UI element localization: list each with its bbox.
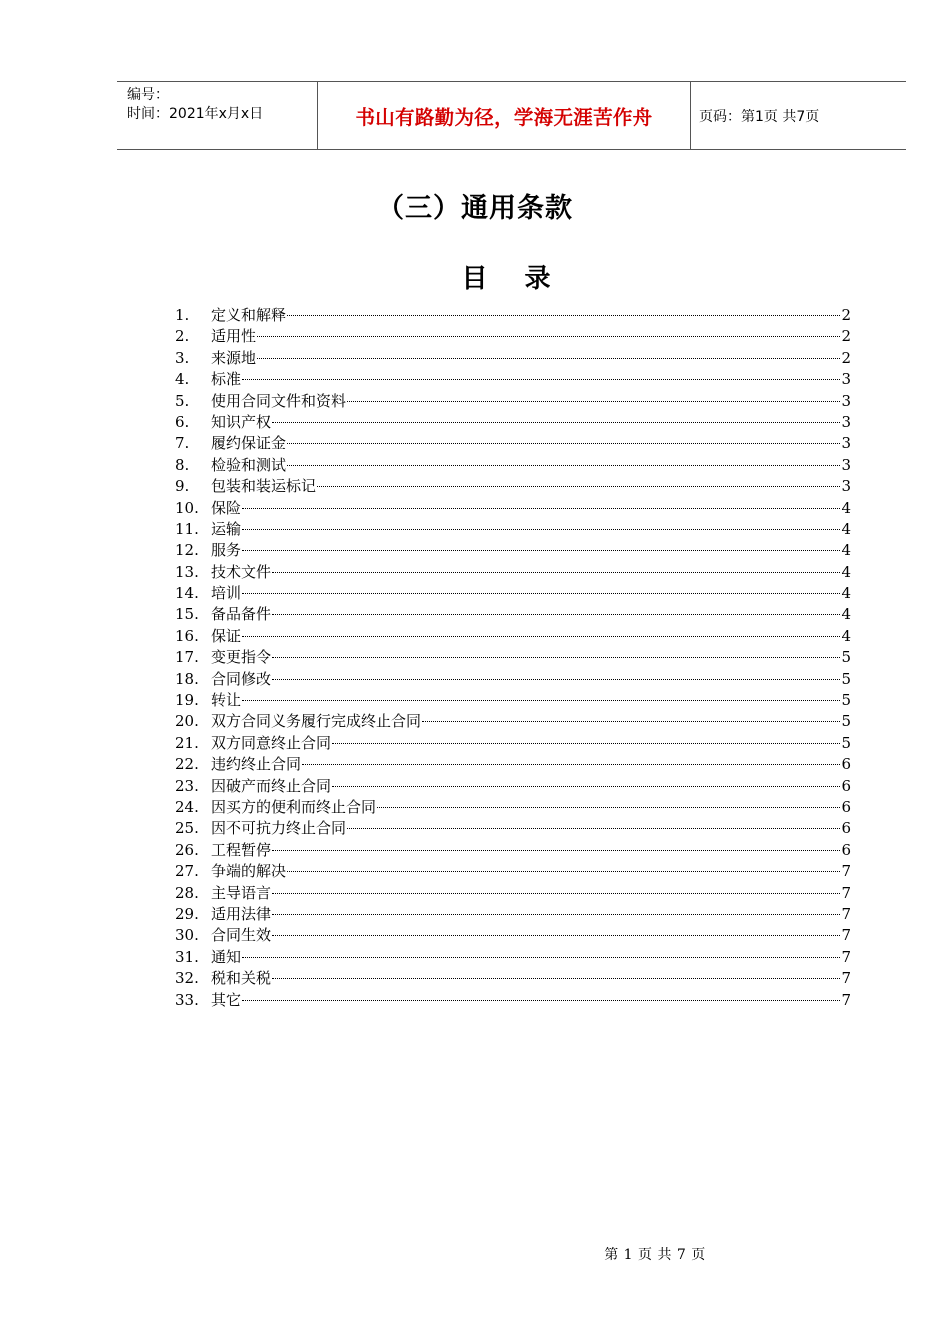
serial-label: 编号： [127, 87, 169, 103]
toc-entry-page: 4 [841, 562, 851, 581]
toc-entry-page: 6 [841, 755, 851, 774]
toc-entry[interactable] [175, 711, 851, 732]
toc-entry[interactable] [175, 968, 851, 989]
toc-leader-dots [242, 957, 840, 958]
toc-leader-dots [257, 358, 840, 359]
toc-entry[interactable] [175, 562, 851, 583]
header-page-info: 页码：第1页 共7页 [699, 108, 820, 125]
toc-entry-number: 14. [175, 584, 199, 603]
toc-entry[interactable] [175, 690, 851, 711]
toc-leader-dots [242, 636, 840, 637]
toc-entry-label: 运输 [211, 519, 242, 538]
toc-leader-dots [287, 443, 840, 444]
toc-entry-page: 4 [841, 519, 851, 538]
toc-entry-number: 6. [175, 412, 190, 431]
toc-leader-dots [422, 721, 840, 722]
toc-leader-dots [332, 743, 840, 744]
toc-leader-dots [347, 828, 840, 829]
toc-entry[interactable] [175, 904, 851, 925]
toc-entry[interactable] [175, 861, 851, 882]
toc-entry-label: 合同生效 [211, 926, 272, 945]
toc-entry-label: 适用性 [211, 327, 257, 346]
toc-entry-label: 因不可抗力终止合同 [211, 819, 347, 838]
header-meta [117, 82, 318, 149]
header-motto [318, 82, 691, 149]
toc-entry-page: 4 [841, 605, 851, 624]
motto-text: 书山有路勤为径，学海无涯苦作舟 [355, 105, 653, 129]
toc-entry[interactable] [175, 476, 851, 497]
toc-entry-page: 7 [841, 990, 851, 1009]
toc-entry-page: 2 [841, 306, 851, 324]
toc-entry-page: 5 [841, 712, 851, 731]
toc-entry[interactable] [175, 754, 851, 775]
toc-leader-dots [272, 422, 840, 423]
toc-entry-page: 3 [841, 370, 851, 389]
toc-entry[interactable] [175, 326, 851, 347]
toc-entry[interactable] [175, 583, 851, 604]
toc-entry-page: 3 [841, 434, 851, 453]
toc-entry-number: 28. [175, 883, 199, 902]
toc-entry-page: 3 [841, 391, 851, 410]
toc-leader-dots [272, 614, 840, 615]
toc-entry-page: 3 [841, 412, 851, 431]
toc-entry[interactable] [175, 369, 851, 390]
toc-entry-page: 5 [841, 669, 851, 688]
toc-entry-number: 33. [175, 990, 199, 1009]
toc-entry-label: 其它 [211, 990, 242, 1009]
toc-leader-dots [272, 679, 840, 680]
toc-entry-number: 23. [175, 776, 199, 795]
toc-leader-dots [242, 550, 840, 551]
toc-entry-number: 29. [175, 904, 199, 923]
toc-entry-label: 履约保证金 [211, 434, 287, 453]
toc-entry-label: 变更指令 [211, 648, 272, 667]
table-of-contents [175, 305, 851, 1011]
toc-entry[interactable] [175, 604, 851, 625]
toc-entry[interactable] [175, 840, 851, 861]
toc-entry-page: 2 [841, 348, 851, 367]
toc-entry-label: 包装和装运标记 [211, 477, 317, 496]
toc-leader-dots [272, 893, 840, 894]
toc-entry-page: 6 [841, 840, 851, 859]
toc-entry-number: 5. [175, 391, 190, 410]
toc-entry-page: 2 [841, 327, 851, 346]
toc-entry-number: 2. [175, 327, 190, 346]
toc-entry-label: 知识产权 [211, 412, 272, 431]
toc-entry-page: 7 [841, 862, 851, 881]
toc-entry-number: 26. [175, 840, 199, 859]
time-label: 时间：2021年x月x日 [127, 106, 264, 122]
toc-entry[interactable] [175, 433, 851, 454]
toc-entry-number: 3. [175, 348, 190, 367]
toc-entry-page: 7 [841, 947, 851, 966]
toc-entry-number: 25. [175, 819, 199, 838]
toc-leader-dots [272, 850, 840, 851]
toc-entry-label: 检验和测试 [211, 455, 287, 474]
toc-entry[interactable] [175, 883, 851, 904]
toc-entry-number: 17. [175, 648, 199, 667]
toc-entry-number: 18. [175, 669, 199, 688]
toc-entry-page: 6 [841, 776, 851, 795]
document-title: （三）通用条款 [377, 193, 573, 224]
toc-entry-page: 5 [841, 648, 851, 667]
toc-entry[interactable] [175, 540, 851, 561]
toc-entry-number: 24. [175, 797, 199, 816]
toc-leader-dots [272, 978, 840, 979]
toc-entry-label: 保证 [211, 626, 242, 645]
toc-entry-number: 12. [175, 541, 199, 560]
toc-entry[interactable] [175, 412, 851, 433]
toc-entry-label: 使用合同文件和资料 [211, 391, 347, 410]
toc-entry-label: 标准 [211, 370, 242, 389]
toc-leader-dots [377, 807, 840, 808]
toc-leader-dots [302, 764, 840, 765]
toc-entry-label: 违约终止合同 [211, 755, 302, 774]
toc-entry-label: 保险 [211, 498, 242, 517]
toc-entry-number: 20. [175, 712, 199, 731]
toc-entry-label: 税和关税 [211, 969, 272, 988]
toc-entry[interactable] [175, 626, 851, 647]
toc-entry-number: 8. [175, 455, 190, 474]
toc-entry-label: 双方同意终止合同 [211, 733, 332, 752]
toc-leader-dots [257, 336, 840, 337]
toc-entry-label: 来源地 [211, 348, 257, 367]
toc-entry-label: 双方合同义务履行完成终止合同 [211, 712, 422, 731]
toc-entry-label: 适用法律 [211, 904, 272, 923]
toc-entry-label: 争端的解决 [211, 862, 287, 881]
page-footer: 第 1 页 共 7 页 [604, 1247, 706, 1263]
toc-entry-page: 7 [841, 883, 851, 902]
toc-leader-dots [287, 315, 840, 316]
toc-entry-label: 主导语言 [211, 883, 272, 902]
toc-entry[interactable] [175, 519, 851, 540]
toc-entry-label: 服务 [211, 541, 242, 560]
toc-entry-label: 技术文件 [211, 562, 272, 581]
toc-leader-dots [272, 914, 840, 915]
toc-entry-label: 合同修改 [211, 669, 272, 688]
toc-leader-dots [242, 529, 840, 530]
toc-leader-dots [317, 486, 840, 487]
toc-entry[interactable] [175, 669, 851, 690]
toc-entry-number: 7. [175, 434, 190, 453]
toc-entry-page: 5 [841, 733, 851, 752]
toc-entry-number: 9. [175, 477, 190, 496]
toc-entry-label: 转让 [211, 691, 242, 710]
toc-leader-dots [272, 572, 840, 573]
toc-entry[interactable] [175, 498, 851, 519]
toc-leader-dots [332, 786, 840, 787]
toc-entry-label: 定义和解释 [211, 306, 287, 324]
toc-entry[interactable] [175, 776, 851, 797]
toc-entry-page: 6 [841, 819, 851, 838]
toc-entry[interactable] [175, 797, 851, 818]
toc-entry-label: 工程暂停 [211, 840, 272, 859]
toc-entry-label: 培训 [211, 584, 242, 603]
toc-entry-number: 16. [175, 626, 199, 645]
toc-entry-label: 因破产而终止合同 [211, 776, 332, 795]
toc-entry[interactable] [175, 391, 851, 412]
toc-heading: 目 录 [461, 264, 565, 294]
page-header [117, 81, 906, 150]
toc-entry-number: 21. [175, 733, 199, 752]
toc-entry-number: 13. [175, 562, 199, 581]
toc-entry[interactable] [175, 733, 851, 754]
toc-entry-number: 15. [175, 605, 199, 624]
toc-leader-dots [242, 508, 840, 509]
toc-entry-page: 4 [841, 541, 851, 560]
toc-entry-label: 因买方的便利而终止合同 [211, 797, 377, 816]
toc-entry-page: 4 [841, 626, 851, 645]
toc-leader-dots [272, 935, 840, 936]
toc-entry-number: 22. [175, 755, 199, 774]
toc-entry-label: 通知 [211, 947, 242, 966]
toc-entry-number: 27. [175, 862, 199, 881]
toc-entry-number: 4. [175, 370, 190, 389]
toc-entry-number: 30. [175, 926, 199, 945]
toc-entry[interactable] [175, 990, 851, 1011]
toc-leader-dots [242, 700, 840, 701]
toc-entry-number: 10. [175, 498, 199, 517]
toc-entry-page: 4 [841, 498, 851, 517]
toc-leader-dots [272, 657, 840, 658]
toc-leader-dots [347, 401, 840, 402]
toc-entry-page: 4 [841, 584, 851, 603]
toc-entry-number: 32. [175, 969, 199, 988]
toc-entry-page: 6 [841, 797, 851, 816]
toc-entry-page: 3 [841, 477, 851, 496]
toc-entry-number: 31. [175, 947, 199, 966]
toc-entry[interactable] [175, 925, 851, 946]
toc-entry[interactable] [175, 305, 851, 326]
toc-entry-label: 备品备件 [211, 605, 272, 624]
toc-entry-page: 7 [841, 969, 851, 988]
toc-entry[interactable] [175, 818, 851, 839]
toc-leader-dots [287, 871, 840, 872]
toc-leader-dots [242, 379, 840, 380]
toc-entry[interactable] [175, 348, 851, 369]
toc-entry-number: 11. [175, 519, 199, 538]
toc-leader-dots [242, 1000, 840, 1001]
toc-entry[interactable] [175, 647, 851, 668]
toc-entry-number: 1. [175, 306, 190, 324]
toc-entry-number: 19. [175, 691, 199, 710]
toc-entry-page: 7 [841, 904, 851, 923]
toc-leader-dots [242, 593, 840, 594]
toc-entry-page: 5 [841, 691, 851, 710]
toc-entry-page: 7 [841, 926, 851, 945]
toc-entry[interactable] [175, 947, 851, 968]
toc-leader-dots [287, 465, 840, 466]
toc-entry[interactable] [175, 455, 851, 476]
toc-entry-page: 3 [841, 455, 851, 474]
